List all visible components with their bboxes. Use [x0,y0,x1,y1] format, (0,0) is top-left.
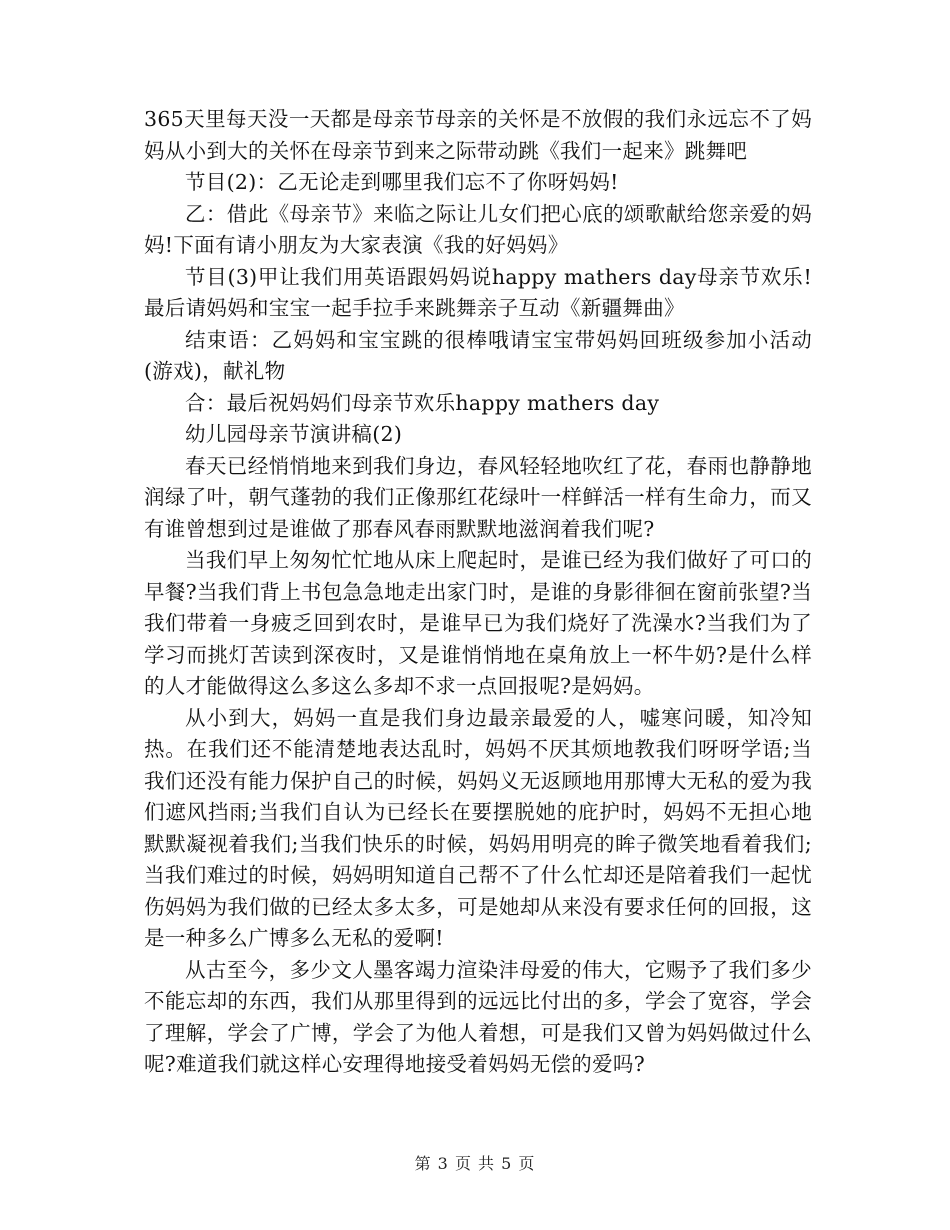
paragraph-program-2: 节目(2)：乙无论走到哪里我们忘不了你呀妈妈! [185,170,619,194]
document-body [144,104,812,1081]
paragraph-b-dedication: 乙：借此《母亲节》来临之际让儿女们把心底的颂歌献给您亲爱的妈妈!下面有请小朋友为大家表演《我的好妈妈》 [144,201,812,257]
paragraph-since-ancient-times: 从古至今，多少文人墨客竭力渲染沣母爱的伟大，它赐予了我们多少不能忘却的东西，我们从那里得到的远远比付出的多，学会了宽容，学会了理解，学会了广博，学会了为他人着想，可是我们又曾为妈妈做过什么呢?难道我们就这样心安理得地接受着妈妈无偿的爱吗? [144,957,812,1076]
paragraph-together: 合：最后祝妈妈们母亲节欢乐happy mathers day [185,390,660,415]
paragraph-program-3: 节目(3)甲让我们用英语跟妈妈说happy mathers day母亲节欢乐!最后请妈妈和宝宝一起手拉手来跳舞亲子互动《新疆舞曲》 [144,264,812,320]
paragraph-morning: 当我们早上匆匆忙忙地从床上爬起时，是谁已经为我们做好了可口的早餐?当我们背上书包急急地走出家门时，是谁的身影徘徊在窗前张望?当我们带着一身疲乏回到农时，是谁早已为我们烧好了洗澡水?当我们为了学习而挑灯苦读到深夜时，又是谁悄悄地在桌角放上一杯牛奶?是什么样的人才能做得这么多这么多却不求一点回报呢?是妈妈。 [144,548,812,698]
page-number-footer: 第 3 页 共 5 页 [414,1154,536,1173]
paragraph-spring: 春天已经悄悄地来到我们身边，春风轻轻地吹红了花，春雨也静静地润绿了叶，朝气蓬勃的我们正像那红花绿叶一样鲜活一样有生命力，而又有谁曾想到过是谁做了那春风春雨默默地滋润着我们呢? [144,453,812,541]
paragraph-closing-remarks: 结束语：乙妈妈和宝宝跳的很棒哦请宝宝带妈妈回班级参加小活动(游戏)，献礼物 [144,327,812,383]
paragraph-opening-continuation: 365天里每天没一天都是母亲节母亲的关怀是不放假的我们永远忘不了妈妈从小到大的关怀在母亲节到来之际带动跳《我们一起来》跳舞吧 [144,107,812,163]
section-heading: 幼儿园母亲节演讲稿(2) [185,422,403,446]
paragraph-growing-up: 从小到大，妈妈一直是我们身边最亲最爱的人，嘘寒问暖，知冷知热。在我们还不能清楚地表达乱时，妈妈不厌其烦地教我们呀呀学语;当我们还没有能力保护自己的时候，妈妈义无返顾地用那博大无私的爱为我们遮风挡雨;当我们自认为已经长在要摆脱她的庇护时，妈妈不无担心地默默凝视着我们;当我们快乐的时候，妈妈用明亮的眸子微笑地看着我们;当我们难过的时候，妈妈明知道自己帮不了什么忙却还是陪着我们一起忧伤妈妈为我们做的已经太多太多，可是她却从来没有要求任何的回报，这是一种多么广博多么无私的爱啊! [144,705,812,950]
